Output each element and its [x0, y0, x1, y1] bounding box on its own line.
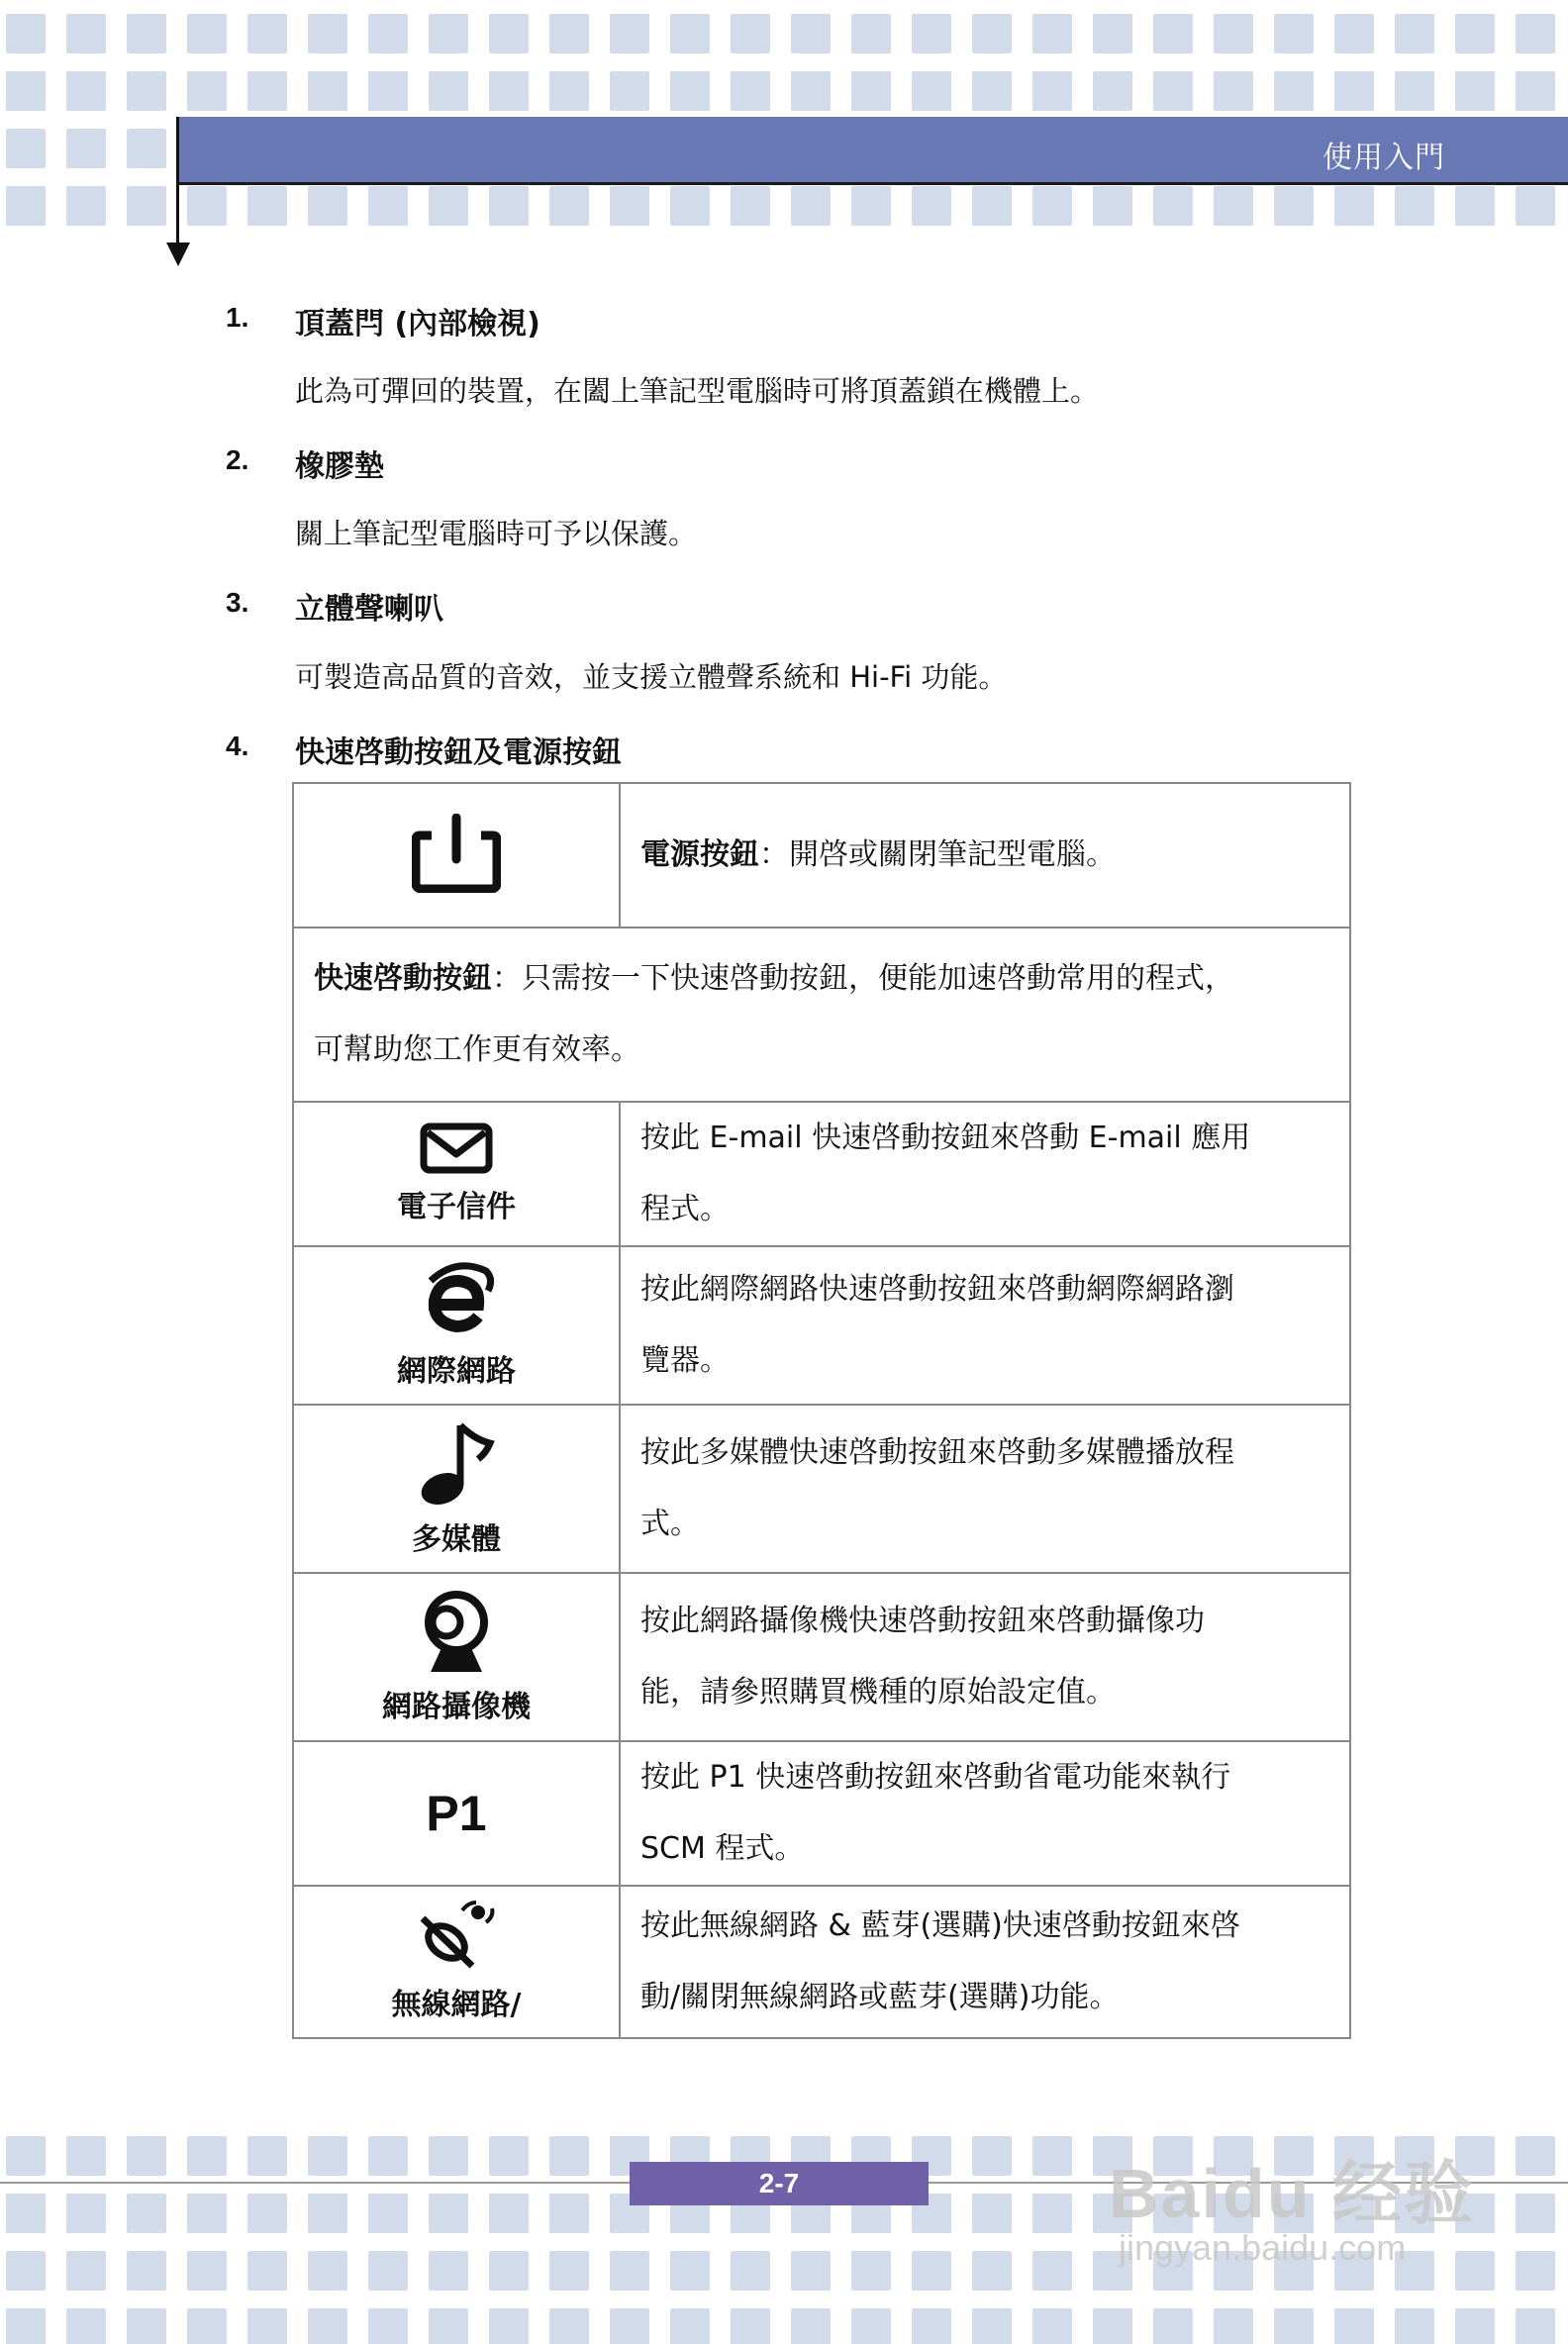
decor-tile: [368, 2194, 408, 2233]
decor-tile: [670, 71, 710, 111]
webcam-description: [620, 1573, 1350, 1741]
email-cell: [293, 1102, 620, 1246]
decor-tile: [1153, 71, 1193, 111]
decor-tile: [791, 2251, 831, 2291]
decor-tile: [972, 2251, 1012, 2291]
decor-tile: [489, 2251, 529, 2291]
decor-tile: [1455, 186, 1495, 226]
decor-tile: [610, 14, 649, 53]
decor-tile: [66, 129, 106, 168]
decor-tile: [6, 2308, 46, 2344]
email-label: 電子信件: [397, 1190, 516, 1224]
decor-tile: [127, 2251, 166, 2291]
decor-tile: [247, 14, 287, 53]
decor-tile: [1395, 71, 1434, 111]
side-arrow-line: [176, 117, 179, 245]
decor-tile: [912, 71, 951, 111]
decor-tile: [247, 2308, 287, 2344]
quick-launch-desc-line1: ：只需按一下快速啓動按鈕，便能加速啓動常用的程式，: [492, 961, 1234, 996]
table-row: [293, 1405, 1350, 1573]
side-arrow-head: [166, 243, 190, 266]
decor-tile: [731, 2251, 770, 2291]
decor-tile: [187, 2308, 227, 2344]
item-title: 頂蓋閂 (內部檢視): [295, 307, 540, 342]
decor-tile: [429, 2308, 468, 2344]
decor-tile: [1153, 186, 1193, 226]
decor-tile: [6, 14, 46, 53]
decor-tile: [368, 2308, 408, 2344]
decor-tile: [791, 2308, 831, 2344]
decor-tile: [308, 2251, 347, 2291]
item-title: 快速啓動按鈕及電源按鈕: [295, 735, 622, 770]
quick-launch-label: 快速啓動按鈕: [314, 961, 492, 996]
desc-line: 按此多媒體快速啓動按鈕來啓動多媒體播放程: [640, 1435, 1234, 1470]
decor-tile: [1516, 2136, 1555, 2176]
decor-tile: [1214, 71, 1253, 111]
decor-tile: [429, 71, 468, 111]
decor-tile: [66, 2136, 106, 2176]
decor-tile: [1334, 14, 1374, 53]
decor-tile: [1455, 14, 1495, 53]
decor-tile: [1516, 186, 1555, 226]
desc-line: 式。: [640, 1507, 700, 1541]
decor-tile: [1334, 186, 1374, 226]
decor-tile: [308, 2308, 347, 2344]
decor-tile: [1093, 186, 1132, 226]
decor-tile: [66, 2251, 106, 2291]
power-desc: ：開啓或關閉筆記型電腦。: [759, 837, 1116, 872]
decor-tile: [187, 2251, 227, 2291]
decor-tile: [1516, 71, 1555, 111]
decor-tile: [308, 186, 347, 226]
desc-line: 按此 E-mail 快速啓動按鈕來啓動 E-mail 應用: [640, 1121, 1251, 1155]
decor-tile: [1395, 2308, 1434, 2344]
decor-tile: [791, 71, 831, 111]
desc-line: 按此 P1 快速啓動按鈕來啓動省電功能來執行: [640, 1760, 1231, 1795]
wireless-icon: [417, 1901, 496, 1972]
decor-tile: [912, 186, 951, 226]
decor-tile: [1516, 2194, 1555, 2233]
decor-tile: [1516, 2251, 1555, 2291]
decor-tile: [6, 129, 46, 168]
decor-tile: [610, 2251, 649, 2291]
decor-tile: [247, 2251, 287, 2291]
decor-tile: [1153, 2308, 1193, 2344]
watermark-main: Baidu 经验: [1109, 2155, 1475, 2232]
decor-tile: [610, 186, 649, 226]
wireless-cell: [293, 1886, 620, 2038]
decor-tile: [368, 14, 408, 53]
decor-tile: [912, 2251, 951, 2291]
decor-tile: [247, 2194, 287, 2233]
desc-line: 按此無線網路 & 藍芽(選購)快速啓動按鈕來啓: [640, 1908, 1240, 1943]
item-number: 4.: [226, 731, 249, 761]
item-description: 關上筆記型電腦時可予以保護。: [295, 517, 698, 550]
power-icon-cell: [293, 783, 620, 928]
decor-tile: [972, 2308, 1012, 2344]
internet-cell: [293, 1246, 620, 1405]
decor-tile: [549, 2136, 589, 2176]
decor-tile: [1274, 14, 1314, 53]
music-note-icon: [417, 1419, 496, 1507]
decor-tile: [1274, 2308, 1314, 2344]
decor-tile: [6, 2136, 46, 2176]
decor-tile: [1334, 71, 1374, 111]
decor-tile: [851, 2308, 891, 2344]
decor-tile: [489, 186, 529, 226]
power-description: [620, 783, 1350, 928]
decor-tile: [610, 2308, 649, 2344]
decor-tile: [368, 186, 408, 226]
decor-tile: [308, 2194, 347, 2233]
p1-label: P1: [426, 1786, 487, 1841]
decor-tile: [187, 71, 227, 111]
quick-launch-desc-line2: 可幫助您工作更有效率。: [314, 1032, 640, 1067]
decor-tile: [731, 2308, 770, 2344]
page-number: 2-7: [630, 2162, 929, 2205]
decor-tile: [247, 2136, 287, 2176]
table-row: [293, 1246, 1350, 1405]
decor-tile: [670, 2251, 710, 2291]
multimedia-description: [620, 1405, 1350, 1573]
email-description: [620, 1102, 1350, 1246]
decor-tile: [429, 186, 468, 226]
decor-tile: [610, 71, 649, 111]
desc-line: 覽器。: [640, 1343, 730, 1378]
decor-tile: [1274, 186, 1314, 226]
decor-tile: [6, 2251, 46, 2291]
decor-tile: [1214, 2308, 1253, 2344]
decor-tile: [1516, 14, 1555, 53]
table-row: [293, 1573, 1350, 1741]
decor-tile: [912, 2308, 951, 2344]
decor-tile: [308, 2136, 347, 2176]
decor-tile: [1214, 186, 1253, 226]
power-label: 電源按鈕: [640, 837, 759, 872]
decor-tile: [549, 14, 589, 53]
decor-tile: [489, 2136, 529, 2176]
decor-tile: [429, 2194, 468, 2233]
decor-tile: [549, 186, 589, 226]
webcam-cell: [293, 1573, 620, 1741]
decor-tile: [1153, 14, 1193, 53]
decor-tile: [247, 71, 287, 111]
decor-tile: [127, 2308, 166, 2344]
decor-tile: [1032, 14, 1072, 53]
table-row: [293, 1102, 1350, 1246]
quick-launch-table: [292, 782, 1351, 2039]
decor-tile: [670, 186, 710, 226]
desc-line: SCM 程式。: [640, 1831, 805, 1866]
table-row: [293, 1741, 1350, 1886]
decor-tile: [731, 186, 770, 226]
decor-tile: [66, 2308, 106, 2344]
decor-tile: [127, 2136, 166, 2176]
multimedia-cell: [293, 1405, 620, 1573]
watermark-sub: jingyan.baidu.com: [1119, 2227, 1407, 2268]
decor-tile: [127, 14, 166, 53]
decor-tile: [1455, 71, 1495, 111]
decor-tile: [187, 2136, 227, 2176]
decor-tile: [670, 2308, 710, 2344]
decor-tile: [308, 14, 347, 53]
quick-launch-description: [293, 928, 1350, 1102]
decor-tile: [972, 186, 1012, 226]
header-title: 使用入門: [1323, 141, 1445, 175]
item-number: 2.: [226, 444, 249, 475]
item-number: 1.: [226, 302, 249, 333]
decor-tile: [187, 186, 227, 226]
decor-tile: [791, 186, 831, 226]
decor-tile: [368, 71, 408, 111]
decor-tile: [549, 2194, 589, 2233]
decor-tile: [1032, 2136, 1072, 2176]
baidu-watermark: [1109, 2128, 1505, 2287]
decor-tile: [972, 2194, 1012, 2233]
decor-tile: [791, 14, 831, 53]
decor-tile: [6, 2194, 46, 2233]
decor-tile: [1093, 14, 1132, 53]
internet-description: [620, 1246, 1350, 1405]
decor-tile: [1032, 2308, 1072, 2344]
decor-tile: [429, 14, 468, 53]
decor-tile: [670, 14, 710, 53]
decor-tile: [127, 2194, 166, 2233]
decor-tile: [66, 14, 106, 53]
decor-tile: [127, 129, 166, 168]
decor-tile: [66, 186, 106, 226]
decor-tile: [731, 14, 770, 53]
decor-tile: [1516, 2308, 1555, 2344]
decor-tile: [489, 14, 529, 53]
decor-tile: [127, 186, 166, 226]
decor-tile: [549, 2251, 589, 2291]
decor-tile: [549, 71, 589, 111]
decor-tile: [429, 2251, 468, 2291]
p1-cell: [293, 1741, 620, 1886]
decor-tile: [972, 71, 1012, 111]
desc-line: 程式。: [640, 1192, 730, 1226]
item-description: 可製造高品質的音效，並支援立體聲系統和 Hi-Fi 功能。: [295, 660, 1008, 694]
decor-tile: [187, 14, 227, 53]
decor-tile: [6, 186, 46, 226]
decor-tile: [66, 2194, 106, 2233]
item-number: 3.: [226, 587, 249, 618]
table-row: [293, 928, 1350, 1102]
decor-tile: [247, 186, 287, 226]
table-row: [293, 783, 1350, 928]
decor-tile: [489, 2194, 529, 2233]
decor-tile: [1093, 71, 1132, 111]
power-icon: [412, 814, 501, 893]
desc-line: 能，請參照購買機種的原始設定值。: [640, 1675, 1116, 1709]
decor-tile: [731, 71, 770, 111]
multimedia-label: 多媒體: [412, 1522, 501, 1557]
decor-tile: [308, 71, 347, 111]
decor-tile: [549, 2308, 589, 2344]
wireless-label: 無線網路/: [391, 1988, 522, 2022]
email-icon: [420, 1123, 493, 1174]
decor-tile: [1455, 2308, 1495, 2344]
decor-tile: [1334, 2308, 1374, 2344]
decor-tile: [851, 186, 891, 226]
desc-line: 按此網路攝像機快速啓動按鈕來啓動攝像功: [640, 1604, 1205, 1638]
item-title: 橡膠墊: [295, 449, 384, 484]
table-row: [293, 1886, 1350, 2038]
decor-tile: [1032, 71, 1072, 111]
decor-tile: [1032, 2251, 1072, 2291]
decor-tile: [489, 71, 529, 111]
desc-line: 動/關閉無線網路或藍芽(選購)功能。: [640, 1980, 1120, 2014]
item-title: 立體聲喇叭: [295, 592, 443, 627]
decor-tile: [6, 71, 46, 111]
internet-explorer-icon: [417, 1261, 496, 1338]
decor-tile: [912, 14, 951, 53]
decor-tile: [1395, 14, 1434, 53]
webcam-icon: [415, 1589, 498, 1674]
decor-tile: [1214, 14, 1253, 53]
decor-tile: [187, 2194, 227, 2233]
item-description: 此為可彈回的裝置，在闔上筆記型電腦時可將頂蓋鎖在機體上。: [295, 374, 1100, 408]
decor-tile: [1395, 186, 1434, 226]
p1-description: [620, 1741, 1350, 1886]
decor-tile: [851, 2251, 891, 2291]
decor-tile: [972, 2136, 1012, 2176]
decor-tile: [851, 71, 891, 111]
decor-tile: [66, 71, 106, 111]
decor-tile: [368, 2136, 408, 2176]
decor-tile: [1032, 2194, 1072, 2233]
decor-tile: [972, 14, 1012, 53]
decor-tile: [489, 2308, 529, 2344]
header-band: [178, 117, 1568, 185]
decor-tile: [1274, 71, 1314, 111]
webcam-label: 網路攝像機: [382, 1690, 531, 1724]
decor-tile: [1032, 186, 1072, 226]
desc-line: 按此網際網路快速啓動按鈕來啓動網際網路瀏: [640, 1272, 1234, 1307]
decor-tile: [1093, 2308, 1132, 2344]
wireless-description: [620, 1886, 1350, 2038]
internet-label: 網際網路: [397, 1354, 516, 1389]
decor-tile: [127, 71, 166, 111]
decor-tile: [851, 14, 891, 53]
decor-tile: [368, 2251, 408, 2291]
decor-tile: [429, 2136, 468, 2176]
